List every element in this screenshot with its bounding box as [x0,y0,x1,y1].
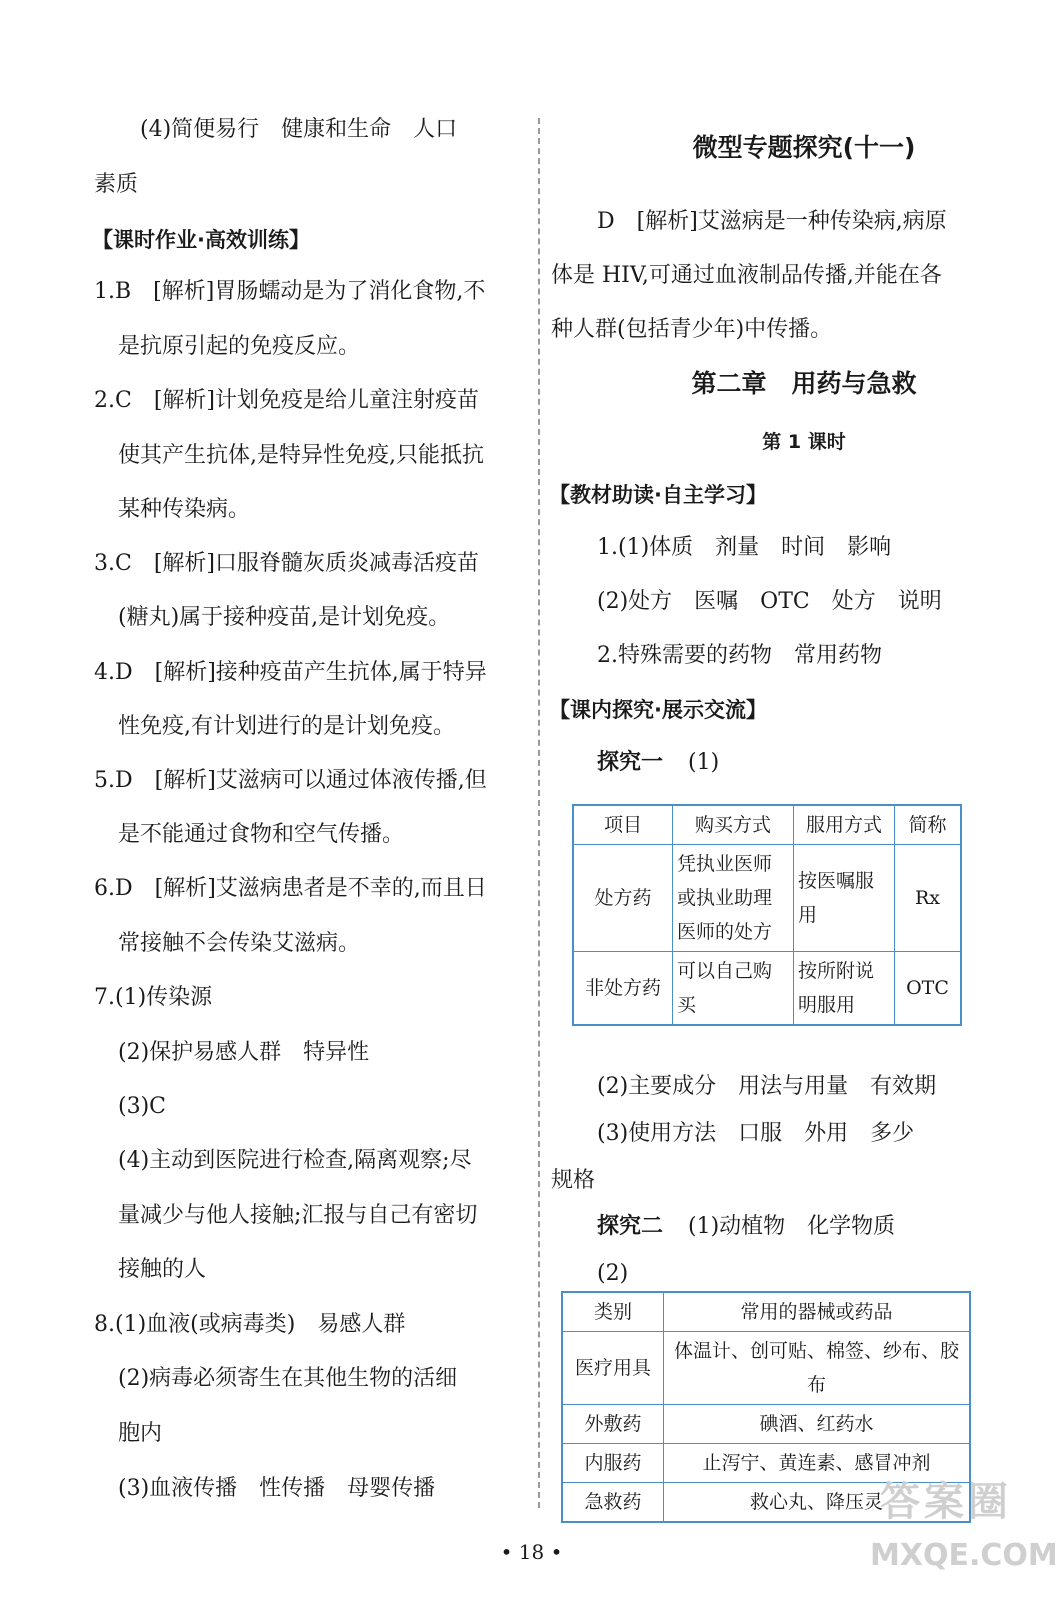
explore-number: (2) [597,1261,629,1286]
answer-line: 某种传染病。 [118,497,251,522]
table-row [573,845,961,952]
answer-line: (2)保护易感人群 特异性 [118,1040,370,1065]
text-line: 素质 [94,172,139,197]
answer-line: 规格 [551,1168,596,1193]
table-cell: OTC [895,952,962,1026]
table-cell: 按所附说明服用 [794,952,895,1026]
table-cell: 急救药 [562,1483,664,1523]
answer-line: 1.(1)体质 剂量 时间 影响 [597,535,892,560]
table-cell: 可以自己购买 [673,952,794,1026]
answer-line: 是抗原引起的免疫反应。 [118,334,361,359]
page-number: • 18 • [500,1540,563,1564]
explore-label: 探究二 [597,1214,664,1239]
chapter-title: 第二章 用药与急救 [691,369,917,398]
answer-line: 2.特殊需要的药物 常用药物 [597,643,882,668]
table-row [573,952,961,1026]
section-heading: 【教材助读·自主学习】 [549,483,767,507]
table-header-row [573,805,961,845]
explore-number: (1) [688,750,720,775]
answer-line: 5.D [解析]艾滋病可以通过体液传播,但 [94,768,487,793]
column-divider [538,118,540,1508]
answer-line: 使其产生抗体,是特异性免疫,只能抵抗 [118,443,484,468]
answer-line: 常接触不会传染艾滋病。 [118,931,361,956]
table-cell: 救心丸、降压灵 [664,1483,971,1523]
explore-line [597,1211,895,1243]
answer-line: 胞内 [118,1421,163,1446]
answer-line: (3)使用方法 口服 外用 多少 [597,1121,915,1146]
explore-label: 探究一 [597,750,664,775]
explore-line [597,747,719,779]
answer-line: 4.D [解析]接种疫苗产生抗体,属于特异 [94,660,487,685]
section-heading: 【课内探究·展示交流】 [549,698,767,722]
table-header-row [562,1292,970,1332]
topic-title: 微型专题探究(十一) [692,133,916,162]
answer-line: 8.(1)血液(或病毒类) 易感人群 [94,1312,406,1337]
watermark-url: MXQE.COM [870,1538,1058,1573]
table-header: 常用的器械或药品 [664,1292,971,1332]
table-header: 购买方式 [673,805,794,845]
answer-line: (3)C [118,1094,166,1119]
text-line: 体是 HIV,可通过血液制品传播,并能在各 [551,263,942,288]
table-cell: 处方药 [573,845,673,952]
section-heading: 【课时作业·高效训练】 [92,228,310,252]
table-header: 简称 [895,805,962,845]
answer-line: 2.C [解析]计划免疫是给儿童注射疫苗 [94,388,479,413]
watermark-logo: 答案圈 [880,1479,1012,1525]
answer-line: 接触的人 [118,1257,207,1282]
text-line: (4)简便易行 健康和生命 人口 [140,117,458,142]
table-cell: 外敷药 [562,1405,664,1444]
answer-line: 3.C [解析]口服脊髓灰质炎减毒活疫苗 [94,551,479,576]
watermark [860,1470,1058,1590]
answer-line: (4)主动到医院进行检查,隔离观察;尽 [118,1148,472,1173]
text-line: D [解析]艾滋病是一种传染病,病原 [597,209,947,234]
answer-line: 6.D [解析]艾滋病患者是不幸的,而且日 [94,876,487,901]
answer-line: 性免疫,有计划进行的是计划免疫。 [118,714,455,739]
table-cell: 非处方药 [573,952,673,1026]
table-cell: 止泻宁、黄连素、感冒冲剂 [664,1444,971,1483]
table-cell: 医疗用具 [562,1332,664,1405]
answer-line: 是不能通过食物和空气传播。 [118,822,405,847]
answer-line: 1.B [解析]胃肠蠕动是为了消化食物,不 [94,279,486,304]
table-cell: 体温计、创可贴、棉签、纱布、胶布 [664,1332,971,1405]
answer-line: (2)处方 医嘱 OTC 处方 说明 [597,589,942,614]
table-cell: 按医嘱服用 [794,845,895,952]
drug-table [572,804,962,1026]
table-cell: 内服药 [562,1444,664,1483]
explore-text: (1)动植物 化学物质 [688,1214,896,1239]
answer-line: 7.(1)传染源 [94,985,213,1010]
table-row [562,1405,970,1444]
answer-line: (3)血液传播 性传播 母婴传播 [118,1476,436,1501]
answer-line: (2)病毒必须寄生在其他生物的活细 [118,1366,458,1391]
table-cell: Rx [895,845,962,952]
table-row [562,1332,970,1405]
answer-line: (2)主要成分 用法与用量 有效期 [597,1074,937,1099]
lesson-title: 第 1 课时 [762,431,846,453]
table-header: 类别 [562,1292,664,1332]
answer-line: (糖丸)属于接种疫苗,是计划免疫。 [118,605,451,630]
table-cell: 碘酒、红药水 [664,1405,971,1444]
text-line: 种人群(包括青少年)中传播。 [551,317,833,342]
table-header: 服用方式 [794,805,895,845]
answer-line: 量减少与他人接触;汇报与自己有密切 [118,1203,478,1228]
table-header: 项目 [573,805,673,845]
table-cell: 凭执业医师或执业助理医师的处方 [673,845,794,952]
